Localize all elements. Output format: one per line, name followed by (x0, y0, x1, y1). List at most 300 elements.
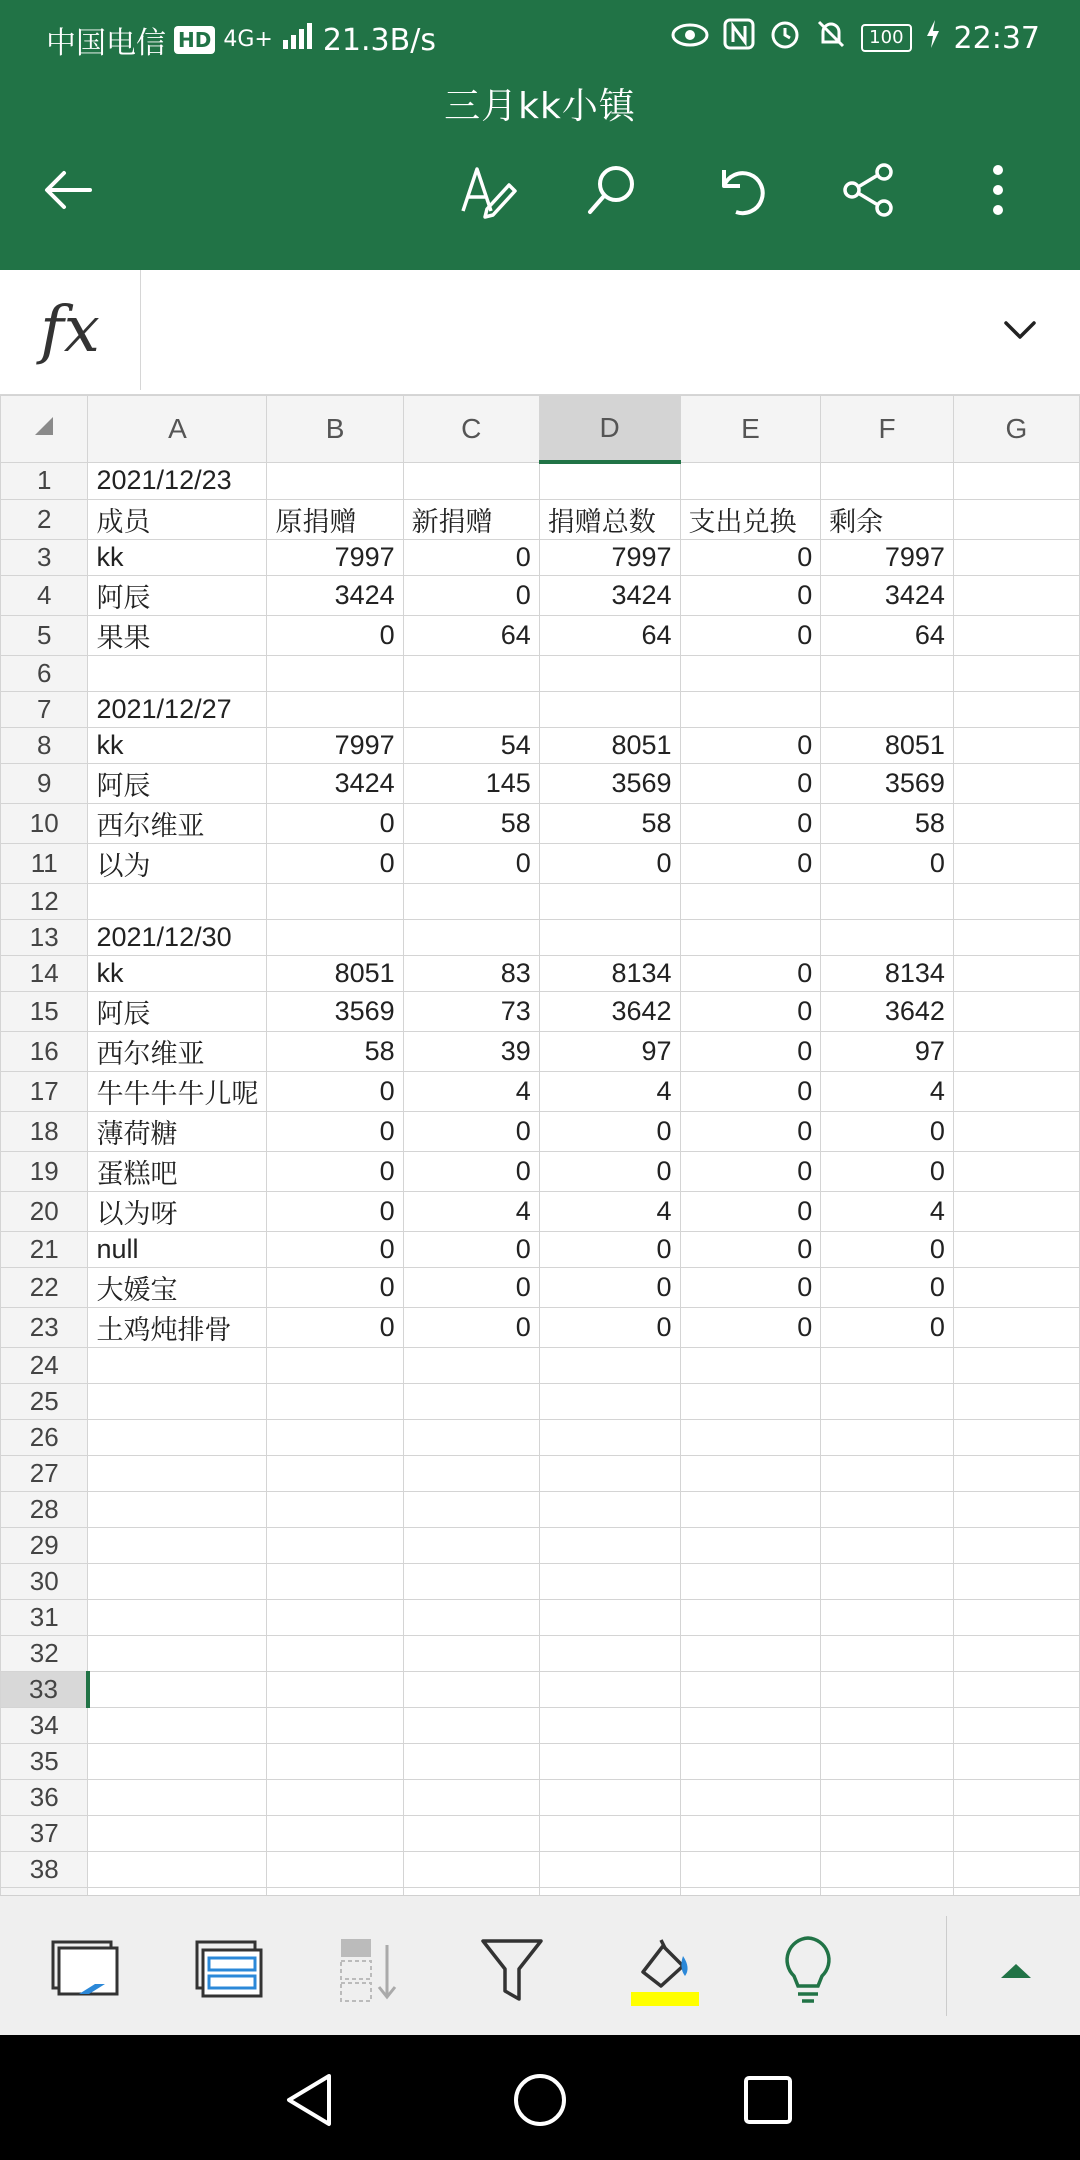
row-header[interactable]: 18 (1, 1112, 88, 1152)
cell-f24[interactable] (821, 1348, 954, 1384)
cell-f30[interactable] (821, 1564, 954, 1600)
row-header[interactable]: 10 (1, 804, 88, 844)
share-icon[interactable] (832, 154, 904, 226)
cell-a15[interactable]: 阿辰 (88, 992, 267, 1032)
cell-b20[interactable]: 0 (267, 1192, 403, 1232)
cell-b27[interactable] (267, 1456, 403, 1492)
row-header[interactable]: 7 (1, 692, 88, 728)
cell-a36[interactable] (88, 1780, 267, 1816)
cell-c31[interactable] (403, 1600, 539, 1636)
cell-e6[interactable] (680, 656, 821, 692)
row-header[interactable]: 26 (1, 1420, 88, 1456)
cell-c22[interactable]: 0 (403, 1268, 539, 1308)
cell-a29[interactable] (88, 1528, 267, 1564)
cell-f17[interactable]: 4 (821, 1072, 954, 1112)
cell-c33[interactable] (403, 1672, 539, 1708)
cell-f34[interactable] (821, 1708, 954, 1744)
row-header[interactable]: 19 (1, 1152, 88, 1192)
cell-g17[interactable] (953, 1072, 1079, 1112)
cell-e10[interactable]: 0 (680, 804, 821, 844)
cell-d6[interactable] (539, 656, 680, 692)
cell-d19[interactable]: 0 (539, 1152, 680, 1192)
spreadsheet-grid[interactable] (0, 395, 1080, 1895)
cell-f16[interactable]: 97 (821, 1032, 954, 1072)
cell-f32[interactable] (821, 1636, 954, 1672)
cell-a26[interactable] (88, 1420, 267, 1456)
cell-a14[interactable]: kk (88, 956, 267, 992)
expand-up-icon[interactable] (976, 1930, 1056, 2010)
cell-e32[interactable] (680, 1636, 821, 1672)
cell-c24[interactable] (403, 1348, 539, 1384)
cell-a2[interactable]: 成员 (88, 500, 267, 540)
cell-c25[interactable] (403, 1384, 539, 1420)
cell-b18[interactable]: 0 (267, 1112, 403, 1152)
cell-d5[interactable]: 64 (539, 616, 680, 656)
cell-d32[interactable] (539, 1636, 680, 1672)
cell-f29[interactable] (821, 1528, 954, 1564)
cell-e28[interactable] (680, 1492, 821, 1528)
cell-b30[interactable] (267, 1564, 403, 1600)
cell-e20[interactable]: 0 (680, 1192, 821, 1232)
cell-c37[interactable] (403, 1816, 539, 1852)
cell-a24[interactable] (88, 1348, 267, 1384)
cell-b11[interactable]: 0 (267, 844, 403, 884)
cell-g11[interactable] (953, 844, 1079, 884)
cell-g10[interactable] (953, 804, 1079, 844)
row-header[interactable]: 20 (1, 1192, 88, 1232)
cell-g14[interactable] (953, 956, 1079, 992)
row-header[interactable]: 27 (1, 1456, 88, 1492)
cell-f2[interactable]: 剩余 (821, 500, 954, 540)
cell-e14[interactable]: 0 (680, 956, 821, 992)
cell-g8[interactable] (953, 728, 1079, 764)
cell-e26[interactable] (680, 1420, 821, 1456)
row-header[interactable]: 4 (1, 576, 88, 616)
row-header[interactable]: 16 (1, 1032, 88, 1072)
cell-b3[interactable]: 7997 (267, 540, 403, 576)
cell-a11[interactable]: 以为 (88, 844, 267, 884)
cell-c10[interactable]: 58 (403, 804, 539, 844)
cell-g4[interactable] (953, 576, 1079, 616)
cell-g3[interactable] (953, 540, 1079, 576)
cell-f31[interactable] (821, 1600, 954, 1636)
cell-e2[interactable]: 支出兑换 (680, 500, 821, 540)
cell-e23[interactable]: 0 (680, 1308, 821, 1348)
cell-d27[interactable] (539, 1456, 680, 1492)
cell-d26[interactable] (539, 1420, 680, 1456)
cell-c19[interactable]: 0 (403, 1152, 539, 1192)
fx-button[interactable]: fx (0, 270, 141, 390)
more-vertical-icon[interactable] (962, 154, 1034, 226)
cell-e30[interactable] (680, 1564, 821, 1600)
cell-c14[interactable]: 83 (403, 956, 539, 992)
formula-input[interactable] (150, 270, 970, 390)
cell-d24[interactable] (539, 1348, 680, 1384)
cell-a31[interactable] (88, 1600, 267, 1636)
column-header-d[interactable]: D (539, 396, 680, 463)
cell-e5[interactable]: 0 (680, 616, 821, 656)
cell-f6[interactable] (821, 656, 954, 692)
column-header-g[interactable]: G (953, 396, 1079, 463)
cell-f7[interactable] (821, 692, 954, 728)
row-header[interactable]: 5 (1, 616, 88, 656)
cell-d3[interactable]: 7997 (539, 540, 680, 576)
row-header[interactable]: 30 (1, 1564, 88, 1600)
cell-c11[interactable]: 0 (403, 844, 539, 884)
row-header[interactable]: 3 (1, 540, 88, 576)
cell-f10[interactable]: 58 (821, 804, 954, 844)
cell-b4[interactable]: 3424 (267, 576, 403, 616)
cell-f33[interactable] (821, 1672, 954, 1708)
cell-c13[interactable] (403, 920, 539, 956)
cell-g29[interactable] (953, 1528, 1079, 1564)
nav-back-icon[interactable] (274, 2065, 344, 2135)
cell-c2[interactable]: 新捐赠 (403, 500, 539, 540)
cell-a28[interactable] (88, 1492, 267, 1528)
cell-a34[interactable] (88, 1708, 267, 1744)
cell-d22[interactable]: 0 (539, 1268, 680, 1308)
cell-a3[interactable]: kk (88, 540, 267, 576)
cell-g34[interactable] (953, 1708, 1079, 1744)
cell-f27[interactable] (821, 1456, 954, 1492)
cell-b2[interactable]: 原捐赠 (267, 500, 403, 540)
cell-e18[interactable]: 0 (680, 1112, 821, 1152)
cell-e8[interactable]: 0 (680, 728, 821, 764)
cell-f15[interactable]: 3642 (821, 992, 954, 1032)
cell-b8[interactable]: 7997 (267, 728, 403, 764)
cell-e16[interactable]: 0 (680, 1032, 821, 1072)
cell-f38[interactable] (821, 1852, 954, 1888)
row-header[interactable]: 38 (1, 1852, 88, 1888)
cell-f20[interactable]: 4 (821, 1192, 954, 1232)
cell-e35[interactable] (680, 1744, 821, 1780)
column-header-e[interactable]: E (680, 396, 821, 463)
cell-a37[interactable] (88, 1816, 267, 1852)
cell-e29[interactable] (680, 1528, 821, 1564)
cell-b10[interactable]: 0 (267, 804, 403, 844)
filter-icon[interactable] (472, 1930, 552, 2010)
row-header[interactable]: 21 (1, 1232, 88, 1268)
cell-b22[interactable]: 0 (267, 1268, 403, 1308)
cell-d21[interactable]: 0 (539, 1232, 680, 1268)
cell-c16[interactable]: 39 (403, 1032, 539, 1072)
cell-c12[interactable] (403, 884, 539, 920)
cell-a16[interactable]: 西尔维亚 (88, 1032, 267, 1072)
cell-b6[interactable] (267, 656, 403, 692)
cell-f3[interactable]: 7997 (821, 540, 954, 576)
row-header[interactable]: 34 (1, 1708, 88, 1744)
row-header[interactable]: 14 (1, 956, 88, 992)
cell-f35[interactable] (821, 1744, 954, 1780)
cell-f12[interactable] (821, 884, 954, 920)
row-header[interactable]: 31 (1, 1600, 88, 1636)
cell-g28[interactable] (953, 1492, 1079, 1528)
cell-e15[interactable]: 0 (680, 992, 821, 1032)
cell-a8[interactable]: kk (88, 728, 267, 764)
cell-d14[interactable]: 8134 (539, 956, 680, 992)
select-all-corner[interactable] (1, 396, 88, 463)
row-header[interactable]: 8 (1, 728, 88, 764)
cell-c3[interactable]: 0 (403, 540, 539, 576)
cell-g6[interactable] (953, 656, 1079, 692)
cell-g12[interactable] (953, 884, 1079, 920)
cell-g33[interactable] (953, 1672, 1079, 1708)
cell-e3[interactable]: 0 (680, 540, 821, 576)
cell-d35[interactable] (539, 1744, 680, 1780)
cell-g2[interactable] (953, 500, 1079, 540)
cell-d31[interactable] (539, 1600, 680, 1636)
cell-g5[interactable] (953, 616, 1079, 656)
cell-b7[interactable] (267, 692, 403, 728)
row-header[interactable]: 25 (1, 1384, 88, 1420)
cell-c27[interactable] (403, 1456, 539, 1492)
cell-f11[interactable]: 0 (821, 844, 954, 884)
cell-a23[interactable]: 土鸡炖排骨 (88, 1308, 267, 1348)
cell-e34[interactable] (680, 1708, 821, 1744)
cell-b26[interactable] (267, 1420, 403, 1456)
cell-b15[interactable]: 3569 (267, 992, 403, 1032)
cell-b13[interactable] (267, 920, 403, 956)
cell-b14[interactable]: 8051 (267, 956, 403, 992)
cell-d37[interactable] (539, 1816, 680, 1852)
cell-d7[interactable] (539, 692, 680, 728)
cell-e13[interactable] (680, 920, 821, 956)
cell-f18[interactable]: 0 (821, 1112, 954, 1152)
cell-c36[interactable] (403, 1780, 539, 1816)
cell-d29[interactable] (539, 1528, 680, 1564)
cell-d10[interactable]: 58 (539, 804, 680, 844)
row-header[interactable]: 29 (1, 1528, 88, 1564)
cell-d15[interactable]: 3642 (539, 992, 680, 1032)
cell-c5[interactable]: 64 (403, 616, 539, 656)
cell-g19[interactable] (953, 1152, 1079, 1192)
cell-c9[interactable]: 145 (403, 764, 539, 804)
cell-g31[interactable] (953, 1600, 1079, 1636)
row-header[interactable]: 15 (1, 992, 88, 1032)
cell-d2[interactable]: 捐赠总数 (539, 500, 680, 540)
cell-g1[interactable] (953, 462, 1079, 500)
cell-e38[interactable] (680, 1852, 821, 1888)
cell-a25[interactable] (88, 1384, 267, 1420)
cell-c26[interactable] (403, 1420, 539, 1456)
cell-d1[interactable] (539, 462, 680, 500)
cell-e9[interactable]: 0 (680, 764, 821, 804)
cell-g21[interactable] (953, 1232, 1079, 1268)
cell-b19[interactable]: 0 (267, 1152, 403, 1192)
cell-g35[interactable] (953, 1744, 1079, 1780)
cell-g15[interactable] (953, 992, 1079, 1032)
cell-c1[interactable] (403, 462, 539, 500)
cell-f22[interactable]: 0 (821, 1268, 954, 1308)
cell-f25[interactable] (821, 1384, 954, 1420)
cell-d36[interactable] (539, 1780, 680, 1816)
cell-b1[interactable] (267, 462, 403, 500)
cell-c21[interactable]: 0 (403, 1232, 539, 1268)
nav-home-icon[interactable] (505, 2065, 575, 2135)
cell-f26[interactable] (821, 1420, 954, 1456)
cell-g22[interactable] (953, 1268, 1079, 1308)
cell-d38[interactable] (539, 1852, 680, 1888)
row-header[interactable]: 9 (1, 764, 88, 804)
row-header[interactable]: 12 (1, 884, 88, 920)
cell-f4[interactable]: 3424 (821, 576, 954, 616)
row-header[interactable]: 36 (1, 1780, 88, 1816)
cell-g26[interactable] (953, 1420, 1079, 1456)
cell-b35[interactable] (267, 1744, 403, 1780)
table-format-icon[interactable] (188, 1930, 268, 2010)
cell-a17[interactable]: 牛牛牛牛儿呢 (88, 1072, 267, 1112)
cell-a9[interactable]: 阿辰 (88, 764, 267, 804)
cell-g9[interactable] (953, 764, 1079, 804)
fill-color-icon[interactable] (620, 1930, 710, 2010)
cell-b29[interactable] (267, 1528, 403, 1564)
cell-b23[interactable]: 0 (267, 1308, 403, 1348)
cell-a1[interactable]: 2021/12/23 (88, 462, 267, 500)
cell-g37[interactable] (953, 1816, 1079, 1852)
cell-g27[interactable] (953, 1456, 1079, 1492)
cell-a10[interactable]: 西尔维亚 (88, 804, 267, 844)
cell-g24[interactable] (953, 1348, 1079, 1384)
cell-f36[interactable] (821, 1780, 954, 1816)
cell-c7[interactable] (403, 692, 539, 728)
cell-c35[interactable] (403, 1744, 539, 1780)
cell-c34[interactable] (403, 1708, 539, 1744)
cell-e36[interactable] (680, 1780, 821, 1816)
row-header[interactable]: 24 (1, 1348, 88, 1384)
cell-b12[interactable] (267, 884, 403, 920)
cell-c6[interactable] (403, 656, 539, 692)
cell-a5[interactable]: 果果 (88, 616, 267, 656)
cell-c38[interactable] (403, 1852, 539, 1888)
cell-c28[interactable] (403, 1492, 539, 1528)
cell-f19[interactable]: 0 (821, 1152, 954, 1192)
cell-e12[interactable] (680, 884, 821, 920)
cell-a13[interactable]: 2021/12/30 (88, 920, 267, 956)
back-arrow-icon[interactable] (32, 154, 104, 226)
cell-f5[interactable]: 64 (821, 616, 954, 656)
cell-d13[interactable] (539, 920, 680, 956)
cell-c29[interactable] (403, 1528, 539, 1564)
cell-b31[interactable] (267, 1600, 403, 1636)
cell-a27[interactable] (88, 1456, 267, 1492)
cell-b28[interactable] (267, 1492, 403, 1528)
cell-e24[interactable] (680, 1348, 821, 1384)
cell-c4[interactable]: 0 (403, 576, 539, 616)
row-header[interactable]: 2 (1, 500, 88, 540)
row-header[interactable]: 32 (1, 1636, 88, 1672)
column-header-c[interactable]: C (403, 396, 539, 463)
cell-e17[interactable]: 0 (680, 1072, 821, 1112)
cell-a18[interactable]: 薄荷糖 (88, 1112, 267, 1152)
cell-d12[interactable] (539, 884, 680, 920)
column-header-a[interactable]: A (88, 396, 267, 463)
cell-g16[interactable] (953, 1032, 1079, 1072)
cell-b16[interactable]: 58 (267, 1032, 403, 1072)
cell-b24[interactable] (267, 1348, 403, 1384)
cell-g7[interactable] (953, 692, 1079, 728)
cell-e21[interactable]: 0 (680, 1232, 821, 1268)
cell-e33[interactable] (680, 1672, 821, 1708)
cell-e19[interactable]: 0 (680, 1152, 821, 1192)
cell-c20[interactable]: 4 (403, 1192, 539, 1232)
cell-b5[interactable]: 0 (267, 616, 403, 656)
cell-b37[interactable] (267, 1816, 403, 1852)
cell-f1[interactable] (821, 462, 954, 500)
cell-a30[interactable] (88, 1564, 267, 1600)
cell-f23[interactable]: 0 (821, 1308, 954, 1348)
cell-g25[interactable] (953, 1384, 1079, 1420)
cell-g18[interactable] (953, 1112, 1079, 1152)
cell-a19[interactable]: 蛋糕吧 (88, 1152, 267, 1192)
cell-a6[interactable] (88, 656, 267, 692)
undo-icon[interactable] (704, 154, 776, 226)
cell-a33[interactable] (88, 1672, 267, 1708)
cell-b21[interactable]: 0 (267, 1232, 403, 1268)
cell-a7[interactable]: 2021/12/27 (88, 692, 267, 728)
row-header[interactable]: 1 (1, 462, 88, 500)
cell-g30[interactable] (953, 1564, 1079, 1600)
cell-d17[interactable]: 4 (539, 1072, 680, 1112)
cell-c15[interactable]: 73 (403, 992, 539, 1032)
row-header[interactable]: 11 (1, 844, 88, 884)
cell-b34[interactable] (267, 1708, 403, 1744)
cell-f28[interactable] (821, 1492, 954, 1528)
cell-a35[interactable] (88, 1744, 267, 1780)
cell-d9[interactable]: 3569 (539, 764, 680, 804)
cell-b36[interactable] (267, 1780, 403, 1816)
cell-f8[interactable]: 8051 (821, 728, 954, 764)
cell-c30[interactable] (403, 1564, 539, 1600)
cell-f9[interactable]: 3569 (821, 764, 954, 804)
cell-d30[interactable] (539, 1564, 680, 1600)
cell-e11[interactable]: 0 (680, 844, 821, 884)
row-header[interactable]: 23 (1, 1308, 88, 1348)
cell-g13[interactable] (953, 920, 1079, 956)
sort-icon[interactable] (330, 1930, 410, 2010)
nav-recents-icon[interactable] (733, 2065, 803, 2135)
cell-e27[interactable] (680, 1456, 821, 1492)
cell-c32[interactable] (403, 1636, 539, 1672)
cell-e4[interactable]: 0 (680, 576, 821, 616)
cell-a12[interactable] (88, 884, 267, 920)
cell-e1[interactable] (680, 462, 821, 500)
row-header[interactable]: 17 (1, 1072, 88, 1112)
row-header[interactable]: 35 (1, 1744, 88, 1780)
cell-a32[interactable] (88, 1636, 267, 1672)
search-icon[interactable] (576, 154, 648, 226)
cell-a22[interactable]: 大媛宝 (88, 1268, 267, 1308)
cell-g23[interactable] (953, 1308, 1079, 1348)
cell-g36[interactable] (953, 1780, 1079, 1816)
cell-e31[interactable] (680, 1600, 821, 1636)
cell-b32[interactable] (267, 1636, 403, 1672)
row-header[interactable]: 22 (1, 1268, 88, 1308)
cell-d4[interactable]: 3424 (539, 576, 680, 616)
cell-a20[interactable]: 以为呀 (88, 1192, 267, 1232)
cell-f13[interactable] (821, 920, 954, 956)
cell-c8[interactable]: 54 (403, 728, 539, 764)
cell-b9[interactable]: 3424 (267, 764, 403, 804)
cell-c17[interactable]: 4 (403, 1072, 539, 1112)
row-header[interactable]: 28 (1, 1492, 88, 1528)
cell-d18[interactable]: 0 (539, 1112, 680, 1152)
row-header[interactable]: 13 (1, 920, 88, 956)
cell-f21[interactable]: 0 (821, 1232, 954, 1268)
cell-d33[interactable] (539, 1672, 680, 1708)
cell-e22[interactable]: 0 (680, 1268, 821, 1308)
edit-pen-icon[interactable] (452, 154, 524, 226)
cell-a38[interactable] (88, 1852, 267, 1888)
